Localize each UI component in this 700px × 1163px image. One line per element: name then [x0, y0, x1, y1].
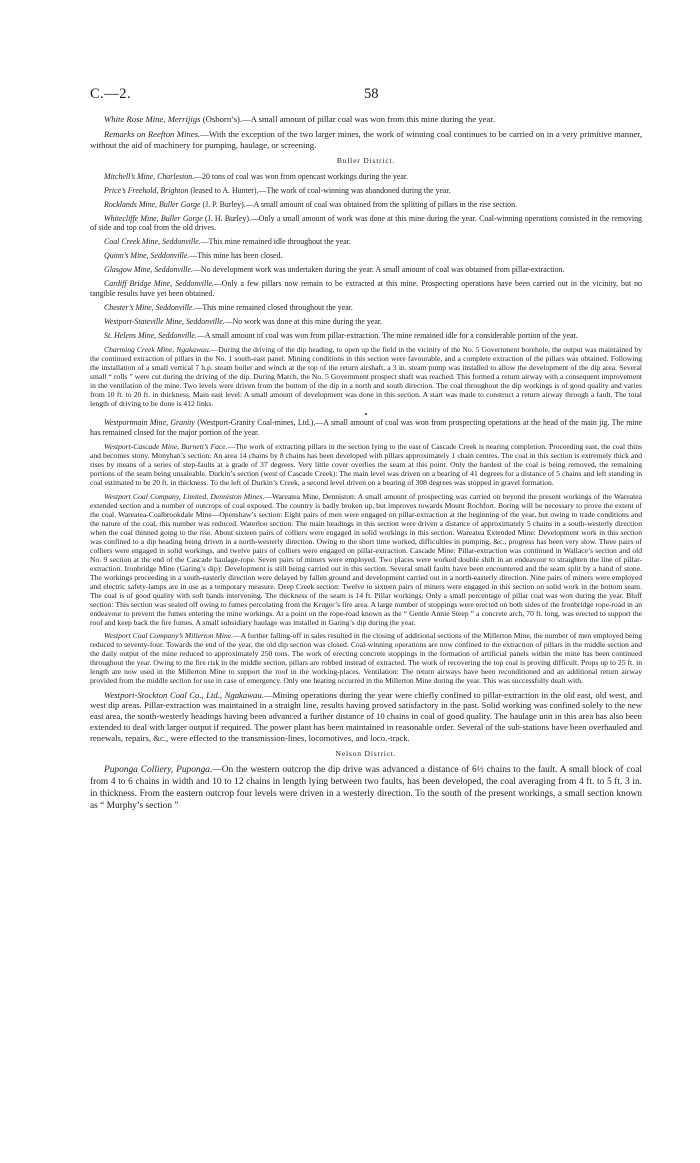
page-number: 58 — [364, 86, 379, 102]
paragraph-text: (Osborn’s).—A small amount of pillar coal was won from this mine during the year. — [200, 114, 495, 124]
separator-dot: • — [364, 410, 368, 420]
paragraph-text: —With the exception of the two larger mines, the work of winning coal continues to be carried on in a very primitive manner, without the aid of machinery for pumping, haulage, or screening. — [90, 128, 643, 150]
paragraph-text: —A small amount of coal was won from pillar-extraction. The mine remained idle for a considerable portion of the year. — [196, 331, 578, 341]
page-header — [90, 86, 642, 102]
paragraph-text: —During the driving of the dip heading, to open up the field in the vicinity of the No. 5 Government borehole, the output was maintained by the continued extraction of pillars in the No. 1 south-east panel. Mining conditions in this section were favourable, and a complete extraction of the pillars was obtained. Following the installation of a small vertical 7 h.p. steam boiler and winch at the top of the return airshaft, a 3 in. steam pump was installed to allow the development of the dip area. Several small “ rolls ” were cut during the driving of the dip. During March, the No. 5 Government prospect shaft was reached. This formed a return airway with a consequent improvement in the ventilation of the mine. Two levels were driven from the bottom of the dip in a north and south direction. The coal throughout the dip workings is of good quality and varies from 10 ft. to 20 ft. in thickness. Main east level: A small amount of development was done in this section. A start was made to construct a return airway through a fault. The total length of driving to be done is 412 links. — [90, 345, 642, 409]
paragraph — [90, 279, 642, 299]
paragraph — [90, 442, 642, 487]
paragraph-title: St. Helens Mine, Seddonville. — [104, 331, 197, 341]
paragraph-title: Whitecliffe Mine, Buller Gorge — [104, 213, 203, 223]
paragraph-title: Coal Creek Mine, Seddonville. — [104, 237, 201, 247]
paragraph — [90, 200, 642, 210]
paragraph-title: Westport-Stockton Coal Co., Ltd., Ngakawau. — [104, 689, 264, 700]
paragraph — [90, 237, 642, 247]
paragraph-text: —This mine remained idle throughout the year. — [200, 237, 351, 247]
paragraph — [90, 114, 642, 125]
paragraph-text: (Westport-Granity Coal-mines, Ltd.).—A small amount of coal was won from prospecting operations at the head of the main jig. The mine has remained closed for the major portion of the year. — [90, 418, 642, 438]
paragraph-title: Westport-Stateville Mine, Seddonville. — [104, 317, 225, 327]
paragraph-text: —Only a few pillars now remain to be extracted at this mine. Prospecting operations have been carried out in the vicinity, but no tangible results have yet been obtained. — [90, 279, 642, 299]
paragraph-title: White Rose Mine, Merrijigs — [104, 114, 201, 124]
paragraph-title: Westport-Cascade Mine, Burnett’s Face. — [104, 442, 228, 452]
paragraph — [90, 251, 642, 261]
paragraph-text: (J. H. Burley).—Only a small amount of work was done at this mine during the year. Coal-winning operations consisted in the removing of side and top coal from the old drives. — [90, 213, 643, 233]
paragraph — [90, 631, 642, 685]
paragraph-title: Westport Coal Company, Limited, Denniston Mines. — [104, 491, 265, 501]
paragraph-title: Mitchell’s Mine, Charleston. — [104, 171, 195, 181]
paragraph-title: Price’s Freehold, Brighton — [104, 185, 189, 195]
paragraph — [90, 214, 642, 234]
paragraph-text: (leased to A. Hunter).—The work of coal-winning was abandoned during the year. — [188, 185, 451, 195]
paragraph — [90, 186, 642, 196]
paragraph — [90, 331, 642, 341]
paragraph-text: —This mine has been closed. — [189, 251, 283, 261]
paragraph-text: —No work was done at this mine during the year. — [224, 317, 383, 327]
paragraph-title: Puponga Colliery, Puponga. — [104, 765, 213, 775]
document-body — [90, 114, 642, 817]
paragraph-text: —This mine remained closed throughout the year. — [194, 303, 353, 313]
paragraph — [90, 418, 642, 438]
document-reference: C.—2. — [90, 86, 132, 102]
section-heading: Buller District. — [336, 155, 396, 165]
paragraph — [90, 345, 642, 408]
paragraph — [90, 172, 642, 182]
paragraph — [90, 690, 642, 745]
paragraph — [90, 265, 642, 275]
paragraph-title: Remarks on Reefton Mines. — [104, 128, 201, 139]
paragraph-text: —20 tons of coal was won from opencast workings during the year. — [194, 171, 409, 181]
paragraph-text: —On the western outcrop the dip drive was advanced a distance of 6½ chains to the fault. A small block of coal from 4 to 6 chains in width and 10 to 12 chains in length lying between two faults, has been developed, the coal averaging from 4 ft. to 5 ft. 3 in. in thickness. From the eastern outcrop four levels were driven in a westerly direction. To the south of the present workings, a small section known as “ Murphy’s section ” — [90, 765, 642, 811]
paragraph-title: Charming Creek Mine, Ngakawau. — [104, 345, 211, 355]
paragraph-text: —A further falling-off in sales resulted in the closing of additional sections of the Millerton Mine, the number of men employed being reduced to seventy-four. Towards the end of the year, the old dip section was closed. Coal-winning operations are now confined to the extraction of pillars in the middle section and the daily output of the mine reduced to approximately 250 tons. The work of erecting concrete stoppings in the formation of artificial panels within the mine has been continued throughout the year. Owing to the fire risk in the middle section, pillars are robbed instead of extracted. The work of recovering the top coal is proving difficult. Props up to 25 ft. in length are now used in the Millerton Mine to support the roof in the working-places. Ventilation: The return airways have been reconditioned and an additional return airway provided from the middle section for use in case of emergency. Only one heating occurred in the Millerton Mine during the year. This was successfully dealt with. — [90, 631, 642, 686]
paragraph — [90, 303, 642, 313]
paragraph-title: Glasgow Mine, Seddonville. — [104, 265, 193, 275]
paragraph-text: —Mining operations during the year were chiefly confined to pillar-extraction in the old east, old west, and west dip areas. Pillar-extraction was maintained in a straight line, results having proved satisfactory in the past. Solid working was confined solely to the new east area, the south-westerly headings having been advanced a further distance of 10 chains in coal of good quality. The haulage unit in this area has also been extended to deal with larger output if required. The power plant has been maintained in reasonable order. Several of the sub-stations have been overhauled and renewals, repairs, &c., were effected to the transmission-lines, locomotives, and loco.-track. — [90, 689, 642, 744]
paragraph-title: Cardiff Bridge Mine, Seddonville. — [104, 279, 214, 289]
paragraph-title: Chester’s Mine, Seddonville. — [104, 303, 195, 313]
section-heading: Nelson District. — [335, 749, 397, 759]
paragraph — [90, 317, 642, 327]
paragraph — [90, 492, 642, 628]
paragraph — [90, 765, 642, 813]
paragraph-text: —No development work was undertaken during the year. A small amount of coal was obtained from pillar-extraction. — [192, 265, 565, 275]
paragraph-text: —Wareatea Mine, Denniston: A small amount of prospecting was carried on beyond the present workings of the Wareatea extended section and a number of outcrops of coal exposed. The country is badly broken up, but improves towards Mount Rochfort. Boring will be necessary to prove the extent of the coal. Wareatea-Coalbrookdale Mine—Openshaw’s section: Eight pairs of men were engaged on pillar-extraction at the beginning of the year, but owing to trade conditions and the nature of the coal, this number was reduced. Waterloo section: The main headings in this section were driven a distance of approximately 5 chains in a south-westerly direction when the coal thinned going to the rise. About sixteen pairs of colliers were engaged in solid workings in this section. Wareatea Extended Mine: Development work in this section was confined to a dip heading being driven in a north-westerly direction. Owing to the short time worked, difficulties in pumping, &c., progress has been very slow. Three pairs of colliers were engaged in solid workings, and twelve pairs of colliers were engaged on pillar-extraction. Cascade Mine: Pillar-extraction was continued in Wallace’s section and old No. 9 section at the end of the Cascade haulage-rope. Seven pairs of miners were employed. Two places were worked double shift in an endeavour to straighten the line of pillar-extraction. Ironbridge Mine (Garing’s dip): Development is still being carried out in this section. Several small faults have been encountered and the seam split by a band of stone. The workings proceeding in a south-easterly direction were delayed by fallen ground and development carried out in a north-easterly direction. Nine pairs of miners were employed and electric safety-lamps are in use as a temporary measure. Deep Creek section: Twelve to sixteen pairs of miners were engaged in this section on solid work in the bottom seam. The coal is of good quality with soft bands intervening. The thickness of the seam is 14 ft. Pillar workings: Only a small percentage of pillar coal was won during the year. Bluff section: This section was sealed off owing to fumes percolating from the Kruger’s fire area. A large number of stoppings were erected on both sides of the Ironbridge rope-road in an endeavour to prevent the fumes entering the mine workings. At a point on the rope-road known as the “ Gentle Annie Steep ” a concrete arch, 70 ft. long, was erected to support the roof and keep back the fire fumes. A small subsidiary haulage was installed in Garing’s dip during the year. — [90, 491, 642, 628]
paragraph-title: Westportmain Mine, Granity — [104, 418, 195, 428]
paragraph-title: Quinn’s Mine, Seddonville. — [104, 251, 190, 261]
paragraph-title: Westport Coal Company’s Millerton Mine. — [104, 631, 234, 641]
paragraph — [90, 129, 642, 151]
paragraph-text: —The work of extracting pillars in the section lying to the east of Cascade Creek is nearing completion. Proceeding east, the coal thins and becomes stony. Monyhan’s section: An area 14 chains by 8 chains has been developed with pillars approximately 1 chain centres. The coal in this section is extremely thick and rises by means of a series of step-faults at a grade of 37 degrees. Very little cover overlies the seam at this point. Only the hardest of the coal is being removed, the remaining portions of the seam being unsaleable. Durkin’s section (west of Cascade Creek): The main level was driven on a bearing of 41 degrees for a distance of 5 chains and left standing in coal estimated to be 20 ft. in thickness. To the left of Durkin’s Creek, a second level driven on a bearing of 308 degrees was stopped in gravel formation. — [90, 442, 642, 488]
paragraph-text: (J. P. Burley).—A small amount of coal was obtained from the splitting of pillars in the rise section. — [200, 199, 518, 209]
paragraph-title: Rocklands Mine, Buller Gorge — [104, 199, 201, 209]
